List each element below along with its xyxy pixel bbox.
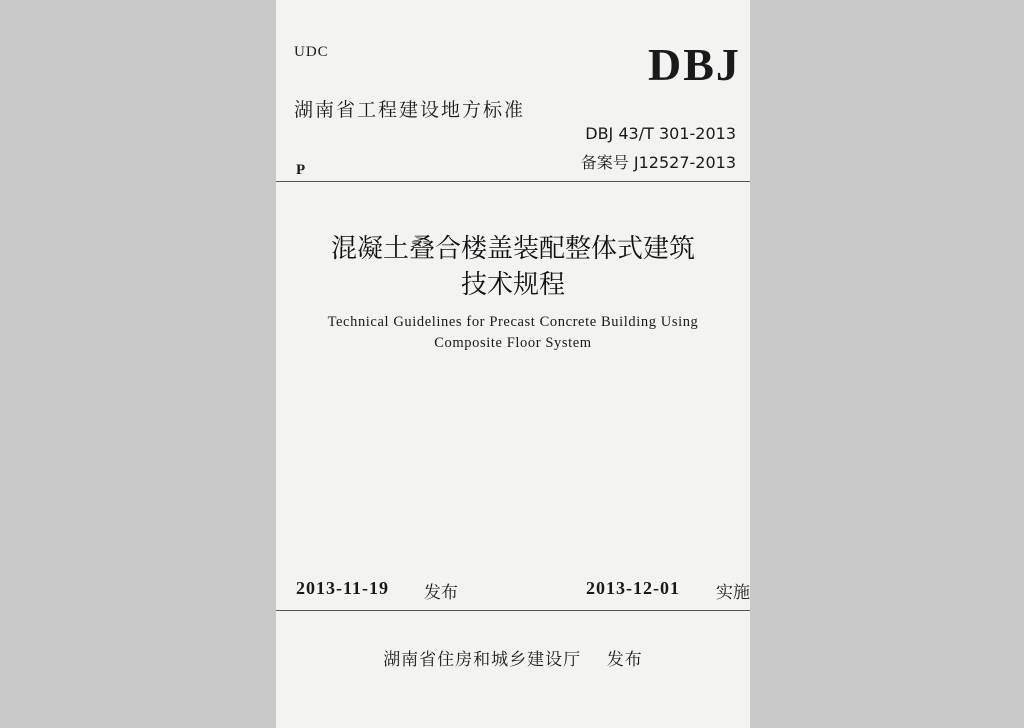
- standard-code: DBJ 43/T 301-2013: [585, 124, 736, 143]
- standard-cover-page: [276, 0, 750, 728]
- udc-label: UDC: [294, 44, 329, 60]
- publisher-action: 发布: [606, 650, 643, 670]
- dbj-logo: DBJ: [648, 39, 741, 90]
- implement-label: 实施: [716, 583, 750, 603]
- title-en-line2: Composite Floor System: [434, 335, 592, 351]
- title-zh-line1: 混凝土叠合楼盖装配整体式建筑: [330, 234, 695, 264]
- publisher-line: [276, 645, 750, 670]
- footer-divider: [276, 610, 750, 611]
- title-zh-line2: 技术规程: [460, 270, 565, 300]
- classification-letter: P: [296, 162, 306, 178]
- title-en-line1: Technical Guidelines for Precast Concrete Building Using: [327, 314, 699, 330]
- implement-date: 2013-12-01: [586, 578, 680, 598]
- publisher-name: 湖南省住房和城乡建设厅: [383, 650, 582, 670]
- header-divider: [276, 181, 750, 182]
- issue-label: 发布: [424, 583, 458, 603]
- record-number: 备案号 J12527-2013: [580, 153, 736, 172]
- standard-series: 湖南省工程建设地方标准: [294, 99, 526, 121]
- issue-date: 2013-11-19: [296, 578, 389, 598]
